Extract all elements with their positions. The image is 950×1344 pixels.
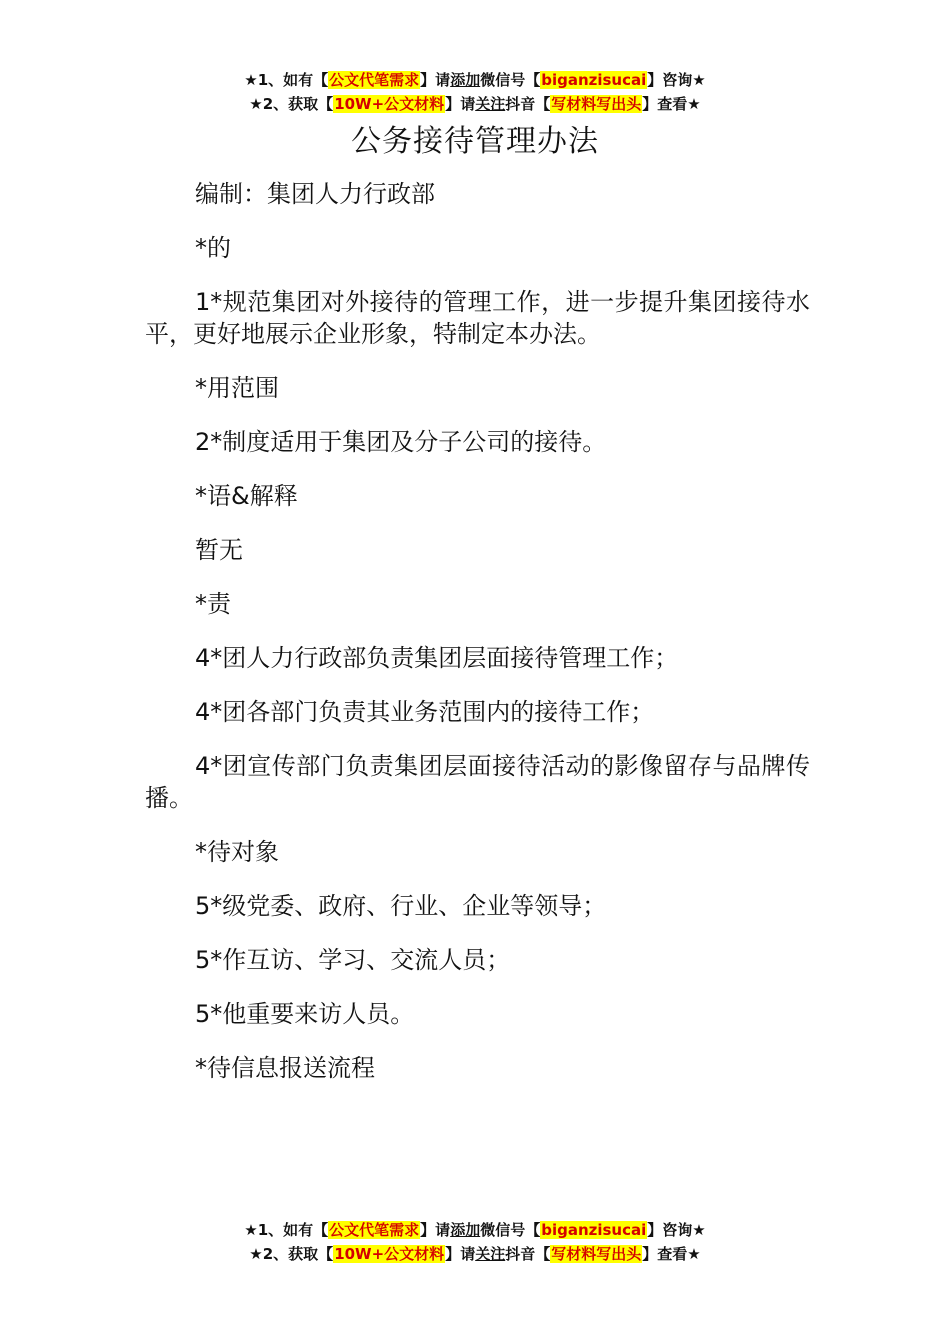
paragraph: 5*他重要来访人员。 (195, 1000, 415, 1028)
banner-highlight: 写材料写出头 (551, 1245, 642, 1263)
banner-highlight: 10W+公文材料 (334, 95, 445, 113)
banner-line-2 (0, 1242, 950, 1266)
banner-text: 】咨询★ (647, 71, 706, 89)
banner-line-1 (0, 1218, 950, 1242)
banner-text: ★2、获取【 (249, 95, 334, 113)
banner-underline: 添加 (450, 71, 481, 89)
banner-highlight: 公文代笔需求 (329, 1221, 420, 1239)
author-line: 编制：集团人力行政部 (195, 180, 435, 208)
banner-text: 】咨询★ (647, 1221, 706, 1239)
banner-highlight: 写材料写出头 (551, 95, 642, 113)
banner-text: 】请 (445, 1245, 476, 1263)
banner-text: 】查看★ (642, 95, 701, 113)
banner-highlight: biganzisucai (541, 1221, 647, 1239)
banner-text: 】请 (420, 1221, 451, 1239)
banner-text: 】请 (420, 71, 451, 89)
banner-highlight: 公文代笔需求 (329, 71, 420, 89)
paragraph: 1*规范集团对外接待的管理工作，进一步提升集团接待水平，更好地展示企业形象，特制定本办法。 (145, 288, 810, 348)
banner-underline: 添加 (450, 1221, 481, 1239)
document-body (145, 178, 810, 1106)
banner-underline: 关注 (475, 95, 506, 113)
banner-underline: 关注 (475, 1245, 506, 1263)
section-heading: *待对象 (195, 838, 279, 866)
banner-line-2 (0, 92, 950, 116)
paragraph: 4*团人力行政部负责集团层面接待管理工作； (195, 644, 679, 672)
section-heading: *责 (195, 590, 231, 618)
banner-text: 抖音【 (505, 95, 551, 113)
banner-text: 】请 (445, 95, 476, 113)
section-heading: *待信息报送流程 (195, 1054, 375, 1082)
banner-text: 】查看★ (642, 1245, 701, 1263)
banner-text: ★1、如有【 (244, 71, 329, 89)
banner-text: 微信号【 (480, 1221, 541, 1239)
section-heading: *用范围 (195, 374, 279, 402)
banner-text: ★2、获取【 (249, 1245, 334, 1263)
banner-text: 微信号【 (480, 71, 541, 89)
header-banner (0, 68, 950, 116)
document-title: 公务接待管理办法 (351, 124, 599, 159)
banner-text: 抖音【 (505, 1245, 551, 1263)
section-heading: *语&解释 (195, 482, 298, 510)
paragraph: 4*团各部门负责其业务范围内的接待工作； (195, 698, 655, 726)
paragraph: 5*作互访、学习、交流人员； (195, 946, 511, 974)
banner-text: ★1、如有【 (244, 1221, 329, 1239)
banner-line-1 (0, 68, 950, 92)
paragraph: 2*制度适用于集团及分子公司的接待。 (195, 428, 607, 456)
section-heading: *的 (195, 234, 231, 262)
paragraph: 4*团宣传部门负责集团层面接待活动的影像留存与品牌传播。 (145, 752, 810, 812)
paragraph: 5*级党委、政府、行业、企业等领导； (195, 892, 607, 920)
paragraph: 暂无 (195, 536, 243, 564)
footer-banner (0, 1218, 950, 1266)
banner-highlight: 10W+公文材料 (334, 1245, 445, 1263)
banner-highlight: biganzisucai (541, 71, 647, 89)
